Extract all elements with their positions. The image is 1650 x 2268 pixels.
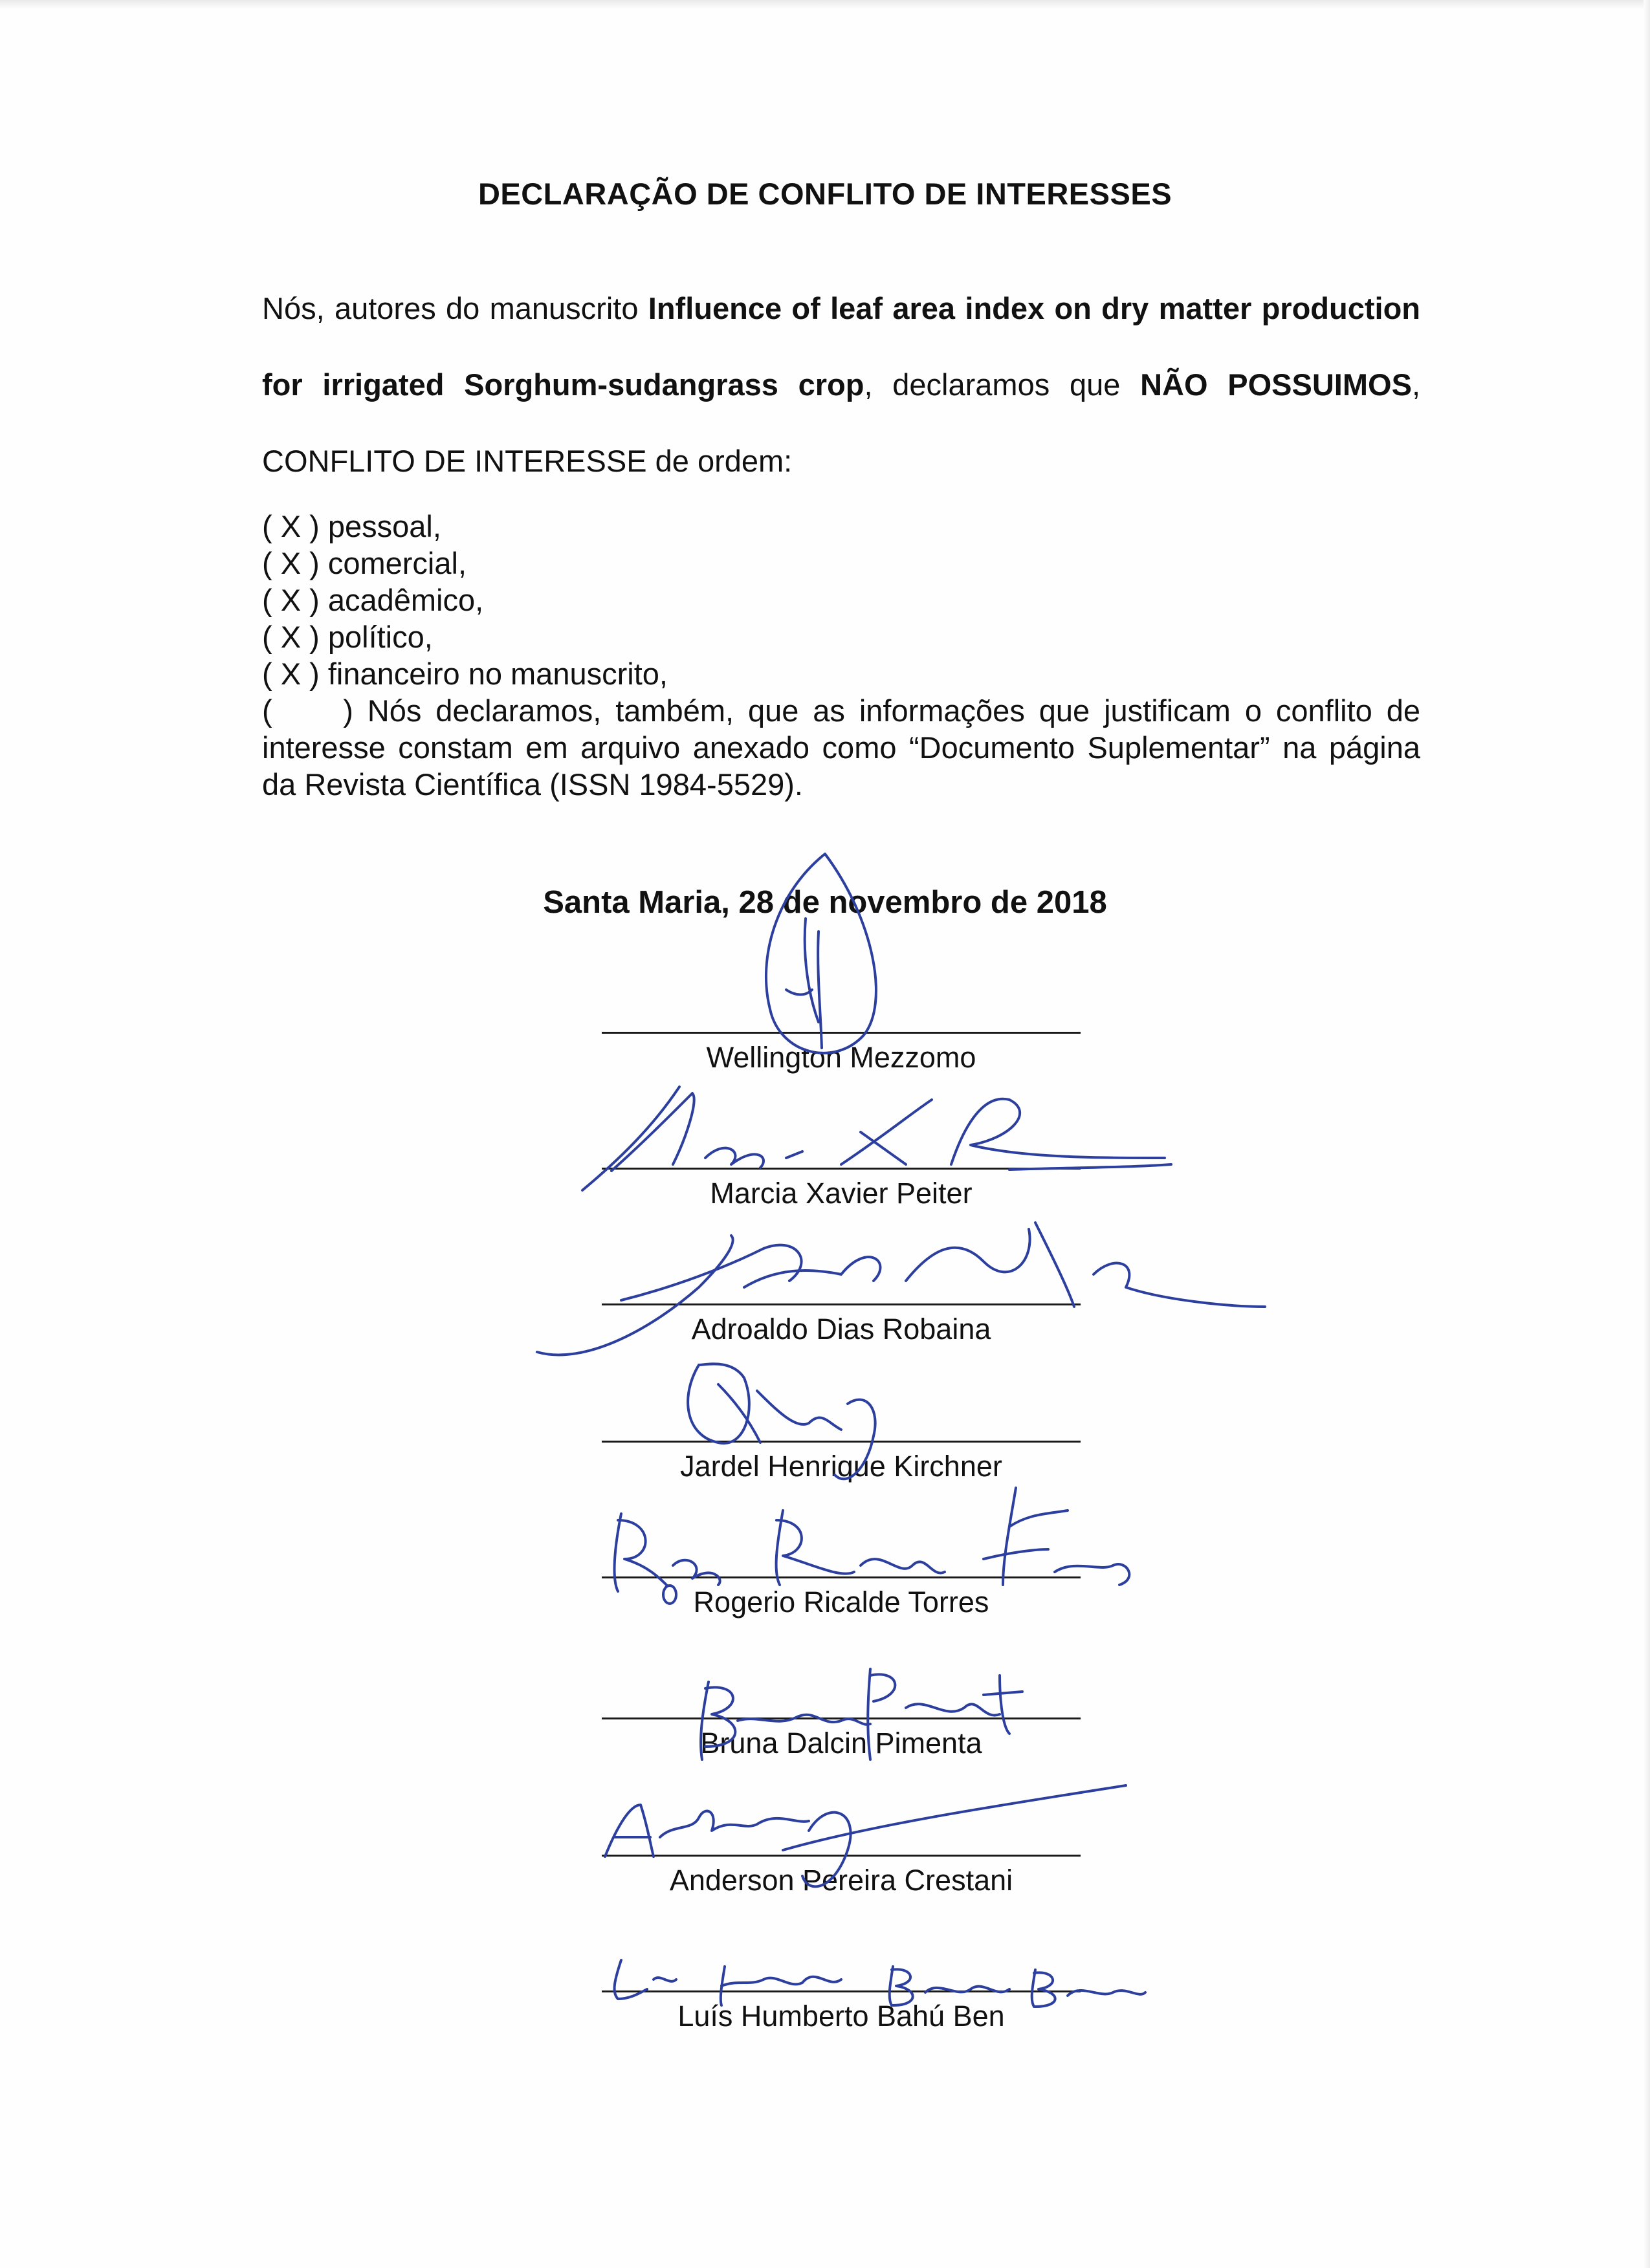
signatory-name: Wellington Mezzomo xyxy=(706,1041,976,1074)
supplementary-text: Nós declaramos, também, que as informações que justificam o conflito de interesse constam em arquivo anexado como “Documento Suplementar” na página da Revista Científica (ISSN 1984-5529). xyxy=(262,693,1421,801)
option-mark: ( ) xyxy=(262,693,353,728)
manuscript-title: Influence of leaf area index on dry matter production for irrigated Sorghum-sudangrass crop xyxy=(262,291,1420,402)
signatory-name: Luís Humberto Bahú Ben xyxy=(677,2000,1005,2033)
signature-line xyxy=(602,1717,1081,1719)
signature-peiter xyxy=(582,1087,1171,1190)
option-pessoal xyxy=(262,508,1420,545)
signature-line xyxy=(602,1032,1081,1034)
signatory-name: Anderson Pereira Crestani xyxy=(669,1864,1013,1897)
signature-line xyxy=(602,1303,1081,1305)
document-title: DECLARAÇÃO DE CONFLITO DE INTERESSES xyxy=(478,177,1172,211)
signatory-name: Marcia Xavier Peiter xyxy=(710,1177,973,1210)
signature-line xyxy=(602,1168,1081,1170)
conflict-options-list xyxy=(262,508,1420,803)
option-mark: ( X ) xyxy=(262,583,320,617)
option-label: acadêmico, xyxy=(327,583,484,617)
option-mark: ( X ) xyxy=(262,657,320,691)
intro-middle: , declaramos que xyxy=(864,367,1141,402)
signatory-name: Jardel Henrique Kirchner xyxy=(680,1450,1002,1483)
signature-line xyxy=(602,1576,1081,1578)
declaration-intro xyxy=(262,270,1420,499)
intro-suffix: , CONFLITO DE INTERESSE de ordem: xyxy=(262,367,1420,478)
scan-shadow-top xyxy=(0,0,1650,9)
option-politico xyxy=(262,618,1420,655)
intro-prefix: Nós, autores do manuscrito xyxy=(262,291,648,325)
no-conflict-emphasis: NÃO POSSUIMOS xyxy=(1140,367,1412,402)
option-label: comercial, xyxy=(327,546,467,580)
option-financeiro xyxy=(262,655,1420,692)
option-academico xyxy=(262,582,1420,618)
option-supplementary xyxy=(262,692,1420,803)
option-comercial xyxy=(262,545,1420,582)
place-and-date: Santa Maria, 28 de novembro de 2018 xyxy=(543,885,1107,920)
signature-line xyxy=(602,1855,1081,1857)
signature-line xyxy=(602,1441,1081,1443)
option-mark: ( X ) xyxy=(262,620,320,654)
signatory-name: Bruna Dalcin Pimenta xyxy=(700,1727,982,1760)
scan-shadow-right xyxy=(1644,0,1650,2268)
signature-line xyxy=(602,1990,1081,1992)
option-mark: ( X ) xyxy=(262,546,320,580)
option-label: político, xyxy=(327,620,433,654)
option-mark: ( X ) xyxy=(262,509,320,543)
signatory-name: Rogerio Ricalde Torres xyxy=(693,1586,989,1619)
signatory-name: Adroaldo Dias Robaina xyxy=(691,1313,991,1346)
option-label: financeiro no manuscrito, xyxy=(327,657,668,691)
option-label: pessoal, xyxy=(327,509,441,543)
